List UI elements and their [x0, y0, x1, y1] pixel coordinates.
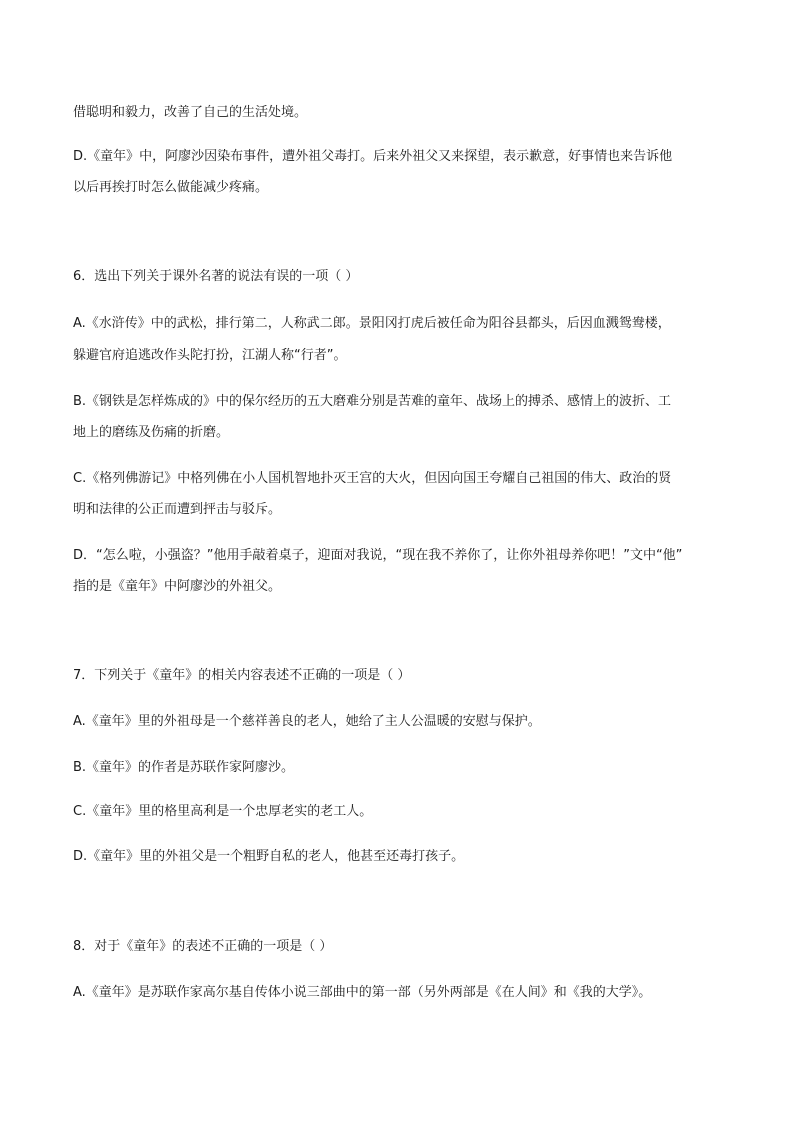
option-d-line: D.《童年》里的外祖父是一个粗野自私的老人，他甚至还毒打孩子。 [73, 849, 465, 864]
option-b-line: B.《钢铁是怎样炼成的》中的保尔经历的五大磨难分别是苦难的童年、战场上的搏杀、感情上的波折、工 [73, 394, 672, 409]
text-line: 指的是《童年》中阿廖沙的外祖父。 [73, 579, 282, 594]
option-a-line: A.《童年》里的外祖母是一个慈祥善良的老人，她给了主人公温暖的安慰与保护。 [73, 714, 541, 729]
text-line: 地上的磨练及伤痛的折磨。 [73, 425, 230, 440]
text-line: 躲避官府追逃改作头陀打扮，江湖人称“行者”。 [73, 348, 347, 363]
option-a-line: A.《水浒传》中的武松，排行第二，人称武二郎。景阳冈打虎后被任命为阳谷县都头，后因血溅鸳鸯楼， [73, 316, 671, 331]
text-line: 以后再挨打时怎么做能减少疼痛。 [73, 180, 269, 195]
question-8-stem: 8．对于《童年》的表述不正确的一项是（ ） [73, 939, 333, 954]
text-line: 明和法律的公正而遭到抨击与驳斥。 [73, 502, 282, 517]
option-a-line: A.《童年》是苏联作家高尔基自传体小说三部曲中的第一部（另外两部是《在人间》和《我的大学》。 [73, 985, 652, 1000]
text-line: 借聪明和毅力，改善了自己的生活处境。 [73, 105, 308, 120]
option-d-line: D．“怎么啦，小强盗？”他用手敲着桌子，迎面对我说，“现在我不养你了，让你外祖母养你吧！”文中“他” [73, 548, 683, 563]
question-6-stem: 6．选出下列关于课外名著的说法有误的一项（ ） [73, 269, 359, 284]
question-7-stem: 7．下列关于《童年》的相关内容表述不正确的一项是（ ） [73, 668, 411, 683]
option-c-line: C.《格列佛游记》中格列佛在小人国机智地扑灭王宫的大火，但因向国王夸耀自己祖国的伟大、政治的贤 [73, 471, 672, 486]
option-b-line: B.《童年》的作者是苏联作家阿廖沙。 [73, 760, 295, 775]
option-d-line: D.《童年》中，阿廖沙因染布事件，遭外祖父毒打。后来外祖父又来探望，表示歉意，好事情也来告诉他 [73, 149, 673, 164]
option-c-line: C.《童年》里的格里高利是一个忠厚老实的老工人。 [73, 804, 373, 819]
